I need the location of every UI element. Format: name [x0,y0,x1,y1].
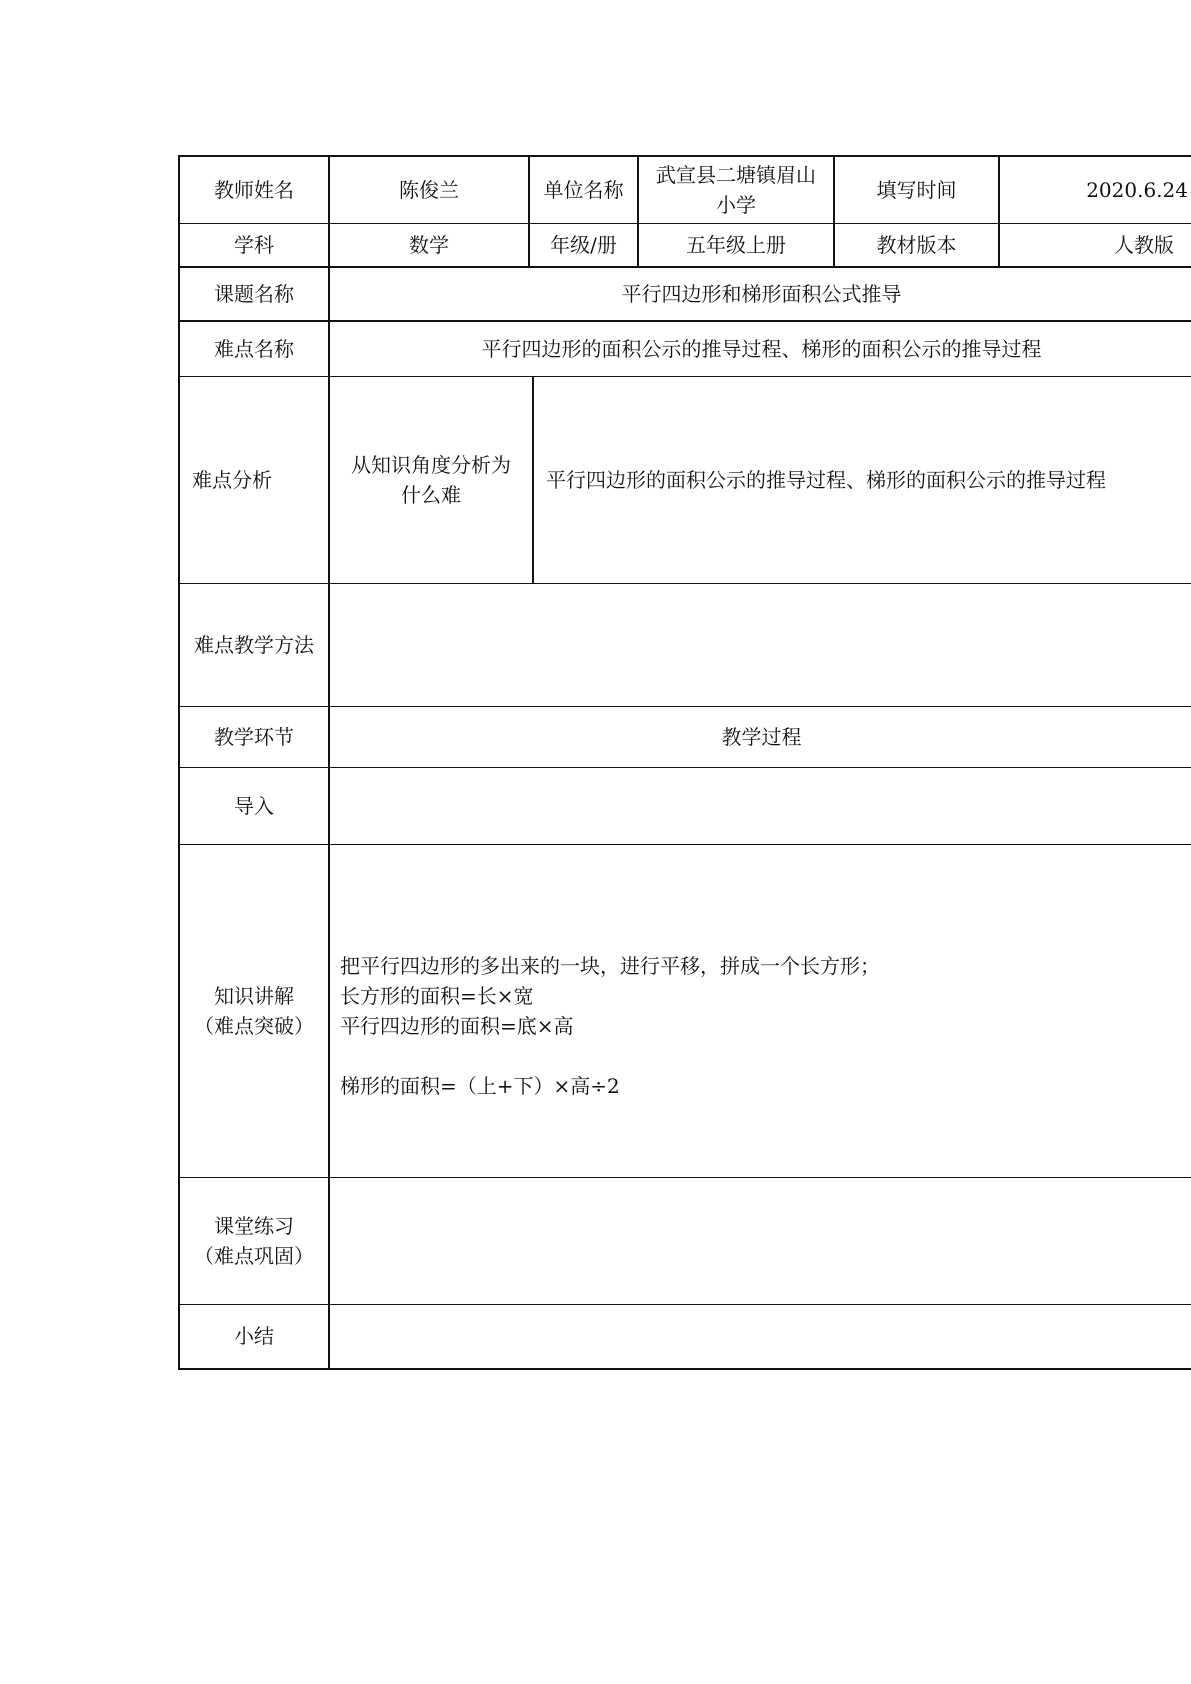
summary-value [330,1305,1191,1366]
difficulty-analysis-value: 平行四边形的面积公示的推导过程、梯形的面积公示的推导过程 [546,468,1106,492]
grade-label: 年级/册 [550,233,617,257]
knowledge-label-line: 知识讲解 [214,984,294,1008]
teaching-method-label: 难点教学方法 [194,633,314,657]
fill-date-value: 2020.6.24 [1086,178,1188,202]
topic-label: 课题名称 [214,282,294,306]
unit-name-line: 武宣县二塘镇眉山 [656,163,816,187]
teaching-process-header: 教学过程 [721,725,802,749]
practice-label-line: 课堂练习 [214,1214,294,1238]
topic-value: 平行四边形和梯形面积公式推导 [621,282,902,306]
lesson-plan-table [178,155,1191,1370]
knowledge-label [180,845,328,1177]
practice-label-line: （难点巩固） [194,1244,314,1268]
analysis-sub-label-line: 从知识角度分析为 [351,453,511,477]
practice-label [180,1178,328,1304]
grade-value: 五年级上册 [686,233,786,257]
knowledge-line: 平行四边形的面积=底×高 [340,1014,574,1038]
unit-name-label: 单位名称 [543,178,624,202]
subject-value: 数学 [409,233,449,257]
intro-value [330,768,1191,844]
knowledge-label-line: （难点突破） [194,1014,314,1038]
summary-label: 小结 [234,1323,274,1348]
difficulty-name-value: 平行四边形的面积公示的推导过程、梯形的面积公示的推导过程 [481,337,1042,361]
teaching-method-value [330,584,1191,706]
knowledge-line: 梯形的面积=（上+下）×高÷2 [340,1074,620,1098]
teacher-name-label: 教师姓名 [214,178,294,202]
teaching-stage-header: 教学环节 [214,725,294,749]
unit-name-line: 小学 [716,193,756,217]
intro-label: 导入 [234,794,274,818]
unit-name-value [639,157,833,223]
difficulty-name-label: 难点名称 [214,337,294,361]
fill-date-label: 填写时间 [876,178,957,202]
knowledge-line: 长方形的面积=长×宽 [340,984,534,1008]
knowledge-line: 把平行四边形的多出来的一块，进行平移，拼成一个长方形； [340,954,880,978]
teacher-name-value: 陈俊兰 [399,178,459,202]
difficulty-analysis-label: 难点分析 [192,468,272,492]
knowledge-content [330,845,1191,1177]
subject-label: 学科 [234,233,274,257]
edition-value: 人教版 [1114,233,1174,257]
analysis-sub-label-line: 什么难 [401,483,461,507]
analysis-knowledge-perspective [330,377,532,583]
practice-value [330,1178,1191,1304]
edition-label: 教材版本 [876,233,957,257]
